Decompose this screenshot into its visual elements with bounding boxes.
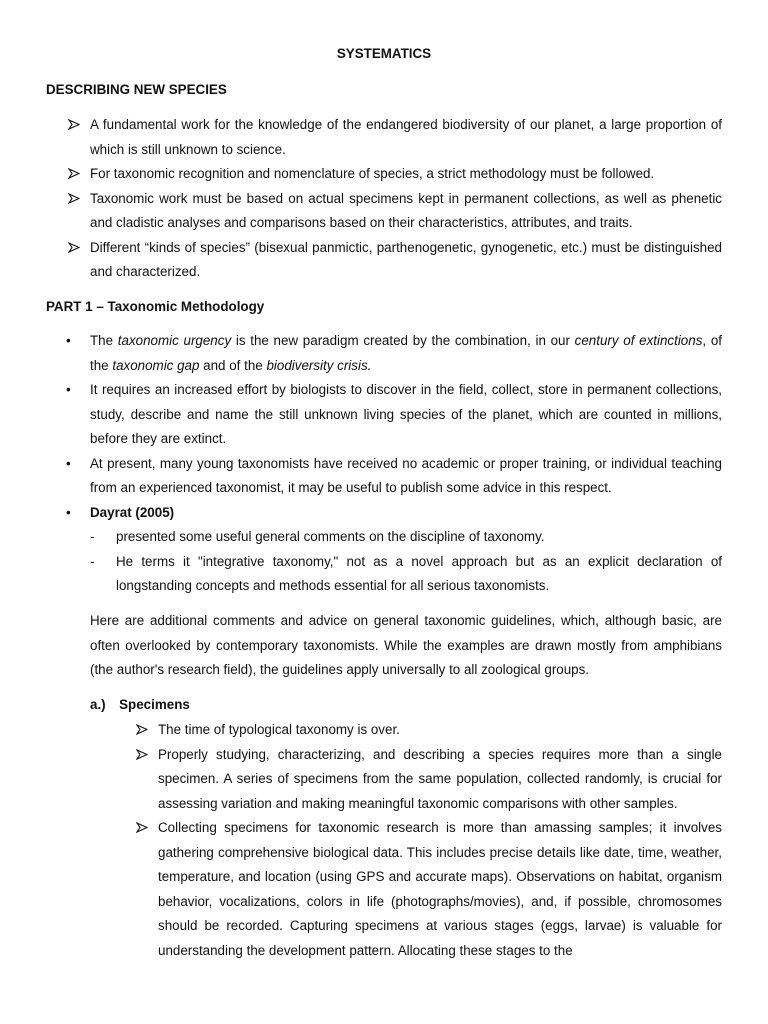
list-item bbox=[134, 718, 722, 743]
specimens-list bbox=[134, 718, 722, 963]
dash-text: He terms it "integrative taxonomy," not as a novel approach but as an explicit declaration of longstanding concepts and methods essential for all serious taxonomists. bbox=[116, 553, 722, 593]
list-item-text: For taxonomic recognition and nomenclature of species, a strict methodology must be followed. bbox=[90, 166, 655, 181]
list-item bbox=[46, 187, 722, 236]
subsection-label: a.) bbox=[90, 697, 106, 712]
bullet-text-3: At present, many young taxonomists have received no academic or proper training, or individual teaching from an experienced taxonomist, it may be useful to publish some advice in this respect. bbox=[90, 455, 722, 495]
list-item-text: Different “kinds of species” (bisexual panmictic, parthenogenetic, gynogenetic, etc.) must be distinguished and characterized. bbox=[90, 239, 722, 279]
list-item bbox=[46, 452, 722, 501]
list-item-text: Taxonomic work must be based on actual specimens kept in permanent collections, as well as phenetic and cladistic analyses and comparisons based on their characteristics, attributes, and traits. bbox=[90, 190, 722, 230]
dayrat-dash-list bbox=[90, 525, 722, 599]
list-item bbox=[90, 550, 722, 599]
dash-marker: - bbox=[90, 553, 95, 569]
describing-list bbox=[46, 113, 722, 285]
dash-marker: - bbox=[90, 529, 95, 544]
list-item bbox=[46, 113, 722, 162]
bullet-text-1: The taxonomic urgency is the new paradigm created by the combination, in our century of extinctions, of the taxonomic gap and of the biodiversity crisis. bbox=[90, 333, 722, 373]
arrow-bullet-icon bbox=[68, 162, 82, 187]
list-item-text: A fundamental work for the knowledge of the endangered biodiversity of our planet, a large proportion of which is still unknown to science. bbox=[90, 117, 722, 157]
subsection-title: Specimens bbox=[119, 697, 190, 712]
arrow-bullet-icon bbox=[68, 236, 82, 261]
list-item bbox=[46, 236, 722, 285]
subsection-heading bbox=[90, 697, 190, 712]
section-heading-part1: PART 1 – Taxonomic Methodology bbox=[46, 299, 265, 314]
document-title: SYSTEMATICS bbox=[336, 46, 432, 61]
list-item bbox=[46, 501, 722, 526]
list-item bbox=[46, 162, 722, 187]
list-item bbox=[90, 525, 722, 550]
arrow-bullet-icon bbox=[136, 816, 150, 841]
guidelines-paragraph: Here are additional comments and advice on general taxonomic guidelines, which, although basic, are often overlooked by contemporary taxonomists. While the examples are drawn mostly from amphibians (the author's research field), the guidelines apply universally to all zoological groups. bbox=[90, 613, 722, 677]
list-item-text: Collecting specimens for taxonomic research is more than amassing samples; it involves gathering comprehensive biological data. This includes precise details like date, time, weather, temperature, and location (using GPS and accurate maps). Observations on habitat, organism behavior, vocalizations, colors in life (photographs/movies), and, if possible, chromosomes should be recorded. Capturing specimens at various stages (eggs, larvae) is valuable for understanding the development pattern. Allocating these stages to the bbox=[158, 820, 722, 958]
bullet-dot-icon: • bbox=[66, 382, 71, 397]
arrow-bullet-icon bbox=[136, 718, 150, 743]
dash-text: presented some useful general comments on the discipline of taxonomy. bbox=[116, 529, 545, 544]
bullet-text-2: It requires an increased effort by biologists to discover in the field, collect, store in permanent collections, study, describe and name the still unknown living species of the planet, which are counted in millions, before they are extinct. bbox=[90, 382, 722, 446]
list-item-text: The time of typological taxonomy is over. bbox=[158, 722, 400, 737]
section-heading-describing: DESCRIBING NEW SPECIES bbox=[46, 82, 227, 97]
list-item-text: Properly studying, characterizing, and describing a species requires more than a single specimen. A series of specimens from the same population, collected randomly, is crucial for assessing variation and making meaningful taxonomic comparisons with other samples. bbox=[158, 746, 722, 811]
list-item bbox=[46, 378, 722, 452]
bullet-dot-icon: • bbox=[66, 455, 71, 471]
list-item bbox=[134, 743, 722, 817]
arrow-bullet-icon bbox=[136, 743, 150, 768]
bullet-text-4: Dayrat (2005) bbox=[90, 504, 175, 520]
bullet-dot-icon: • bbox=[66, 504, 71, 520]
arrow-bullet-icon bbox=[68, 113, 82, 138]
list-item bbox=[46, 329, 722, 378]
list-item bbox=[134, 816, 722, 963]
part1-bullet-list bbox=[46, 329, 722, 525]
arrow-bullet-icon bbox=[68, 187, 82, 212]
bullet-dot-icon: • bbox=[66, 333, 71, 348]
